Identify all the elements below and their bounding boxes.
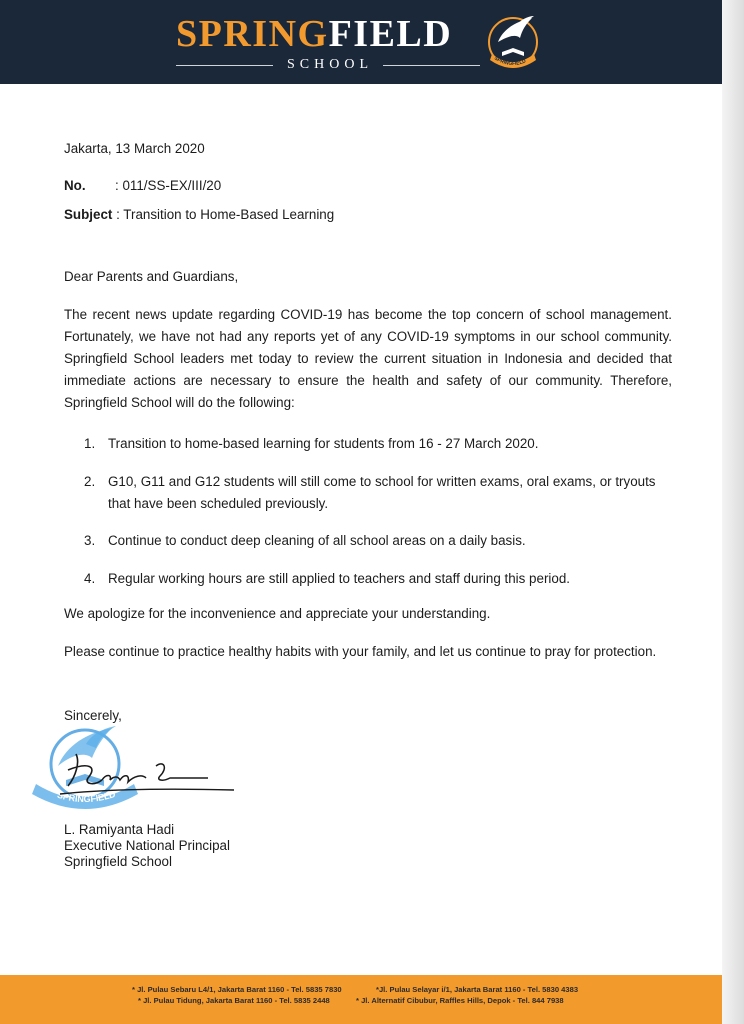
closing-paragraph: Please continue to practice healthy habits with your family, and let us continue to pray for protection. <box>64 644 657 659</box>
signer-title: Executive National Principal <box>64 838 230 853</box>
letterhead-banner <box>0 0 722 84</box>
apology-sentence: We apologize for the inconvenience and appreciate your understanding. <box>64 606 491 621</box>
stamp-banner-text: SPRINGFIELD <box>56 788 117 805</box>
brand-word-spring: SPRING <box>176 13 329 55</box>
list-text: Transition to home-based learning for students from 16 - 27 March 2020. <box>108 436 539 451</box>
list-number: 1. <box>84 436 96 451</box>
list-item <box>84 530 674 552</box>
campus-address: * Jl. Pulau Sebaru L4/1, Jakarta Barat 1160 - Tel. 5835 7830 <box>132 985 342 994</box>
footer-address-band <box>0 975 722 1024</box>
letter-date: Jakarta, 13 March 2020 <box>64 141 205 156</box>
signer-name: L. Ramiyanta Hadi <box>64 822 175 837</box>
number-value: : 011/SS-EX/III/20 <box>115 178 222 193</box>
campus-address: * Jl. Alternatif Cibubur, Raffles Hills, Depok - Tel. 844 7938 <box>356 996 564 1005</box>
list-text: Regular working hours are still applied to teachers and staff during this period. <box>108 571 570 586</box>
campus-address: * Jl. Pulau Tidung, Jakarta Barat 1160 - Tel. 5835 2448 <box>138 996 330 1005</box>
campus-address: *Jl. Pulau Selayar i/1, Jakarta Barat 1160 - Tel. 5830 4383 <box>376 985 579 994</box>
list-number: 2. <box>84 474 96 489</box>
list-item <box>84 433 674 455</box>
school-word: SCHOOL <box>287 57 374 72</box>
list-item <box>84 471 674 515</box>
crest-banner-text: SPRINGFIELD <box>493 55 527 68</box>
subject-label: Subject <box>64 207 113 222</box>
school-crest-icon <box>482 12 544 76</box>
list-text: Continue to conduct deep cleaning of all school areas on a daily basis. <box>108 533 526 548</box>
scan-edge <box>722 0 744 1024</box>
list-number: 4. <box>84 571 96 586</box>
divider <box>383 65 480 66</box>
salutation: Dear Parents and Guardians, <box>64 269 239 284</box>
subject-line <box>64 206 334 223</box>
svg-text:SPRINGFIELD <box>493 56 527 68</box>
intro-paragraph: The recent news update regarding COVID-19 has become the top concern of school management. Fortunately, we have not had any reports yet of any COVID-19 symptoms in our school community. Springfield School leaders met today to review the current situation in Indonesia and decided that immediate actions are necessary to ensure the health and safety of our community. Therefore, Springfield School will do the following: <box>64 307 672 410</box>
sign-off: Sincerely, <box>64 708 122 723</box>
school-subtitle <box>176 57 480 73</box>
list-number: 3. <box>84 533 96 548</box>
school-logo-wordmark <box>176 12 452 56</box>
list-text: G10, G11 and G12 students will still come to school for written exams, oral exams, or tryouts that have been scheduled previously. <box>108 474 656 511</box>
reference-number <box>64 177 221 194</box>
divider <box>176 65 273 66</box>
signer-organization: Springfield School <box>64 854 172 869</box>
subject-value: : Transition to Home-Based Learning <box>116 207 335 222</box>
brand-word-field: FIELD <box>328 13 453 55</box>
number-label: No. <box>64 178 86 193</box>
list-item <box>84 568 674 590</box>
handwritten-signature <box>58 742 244 804</box>
